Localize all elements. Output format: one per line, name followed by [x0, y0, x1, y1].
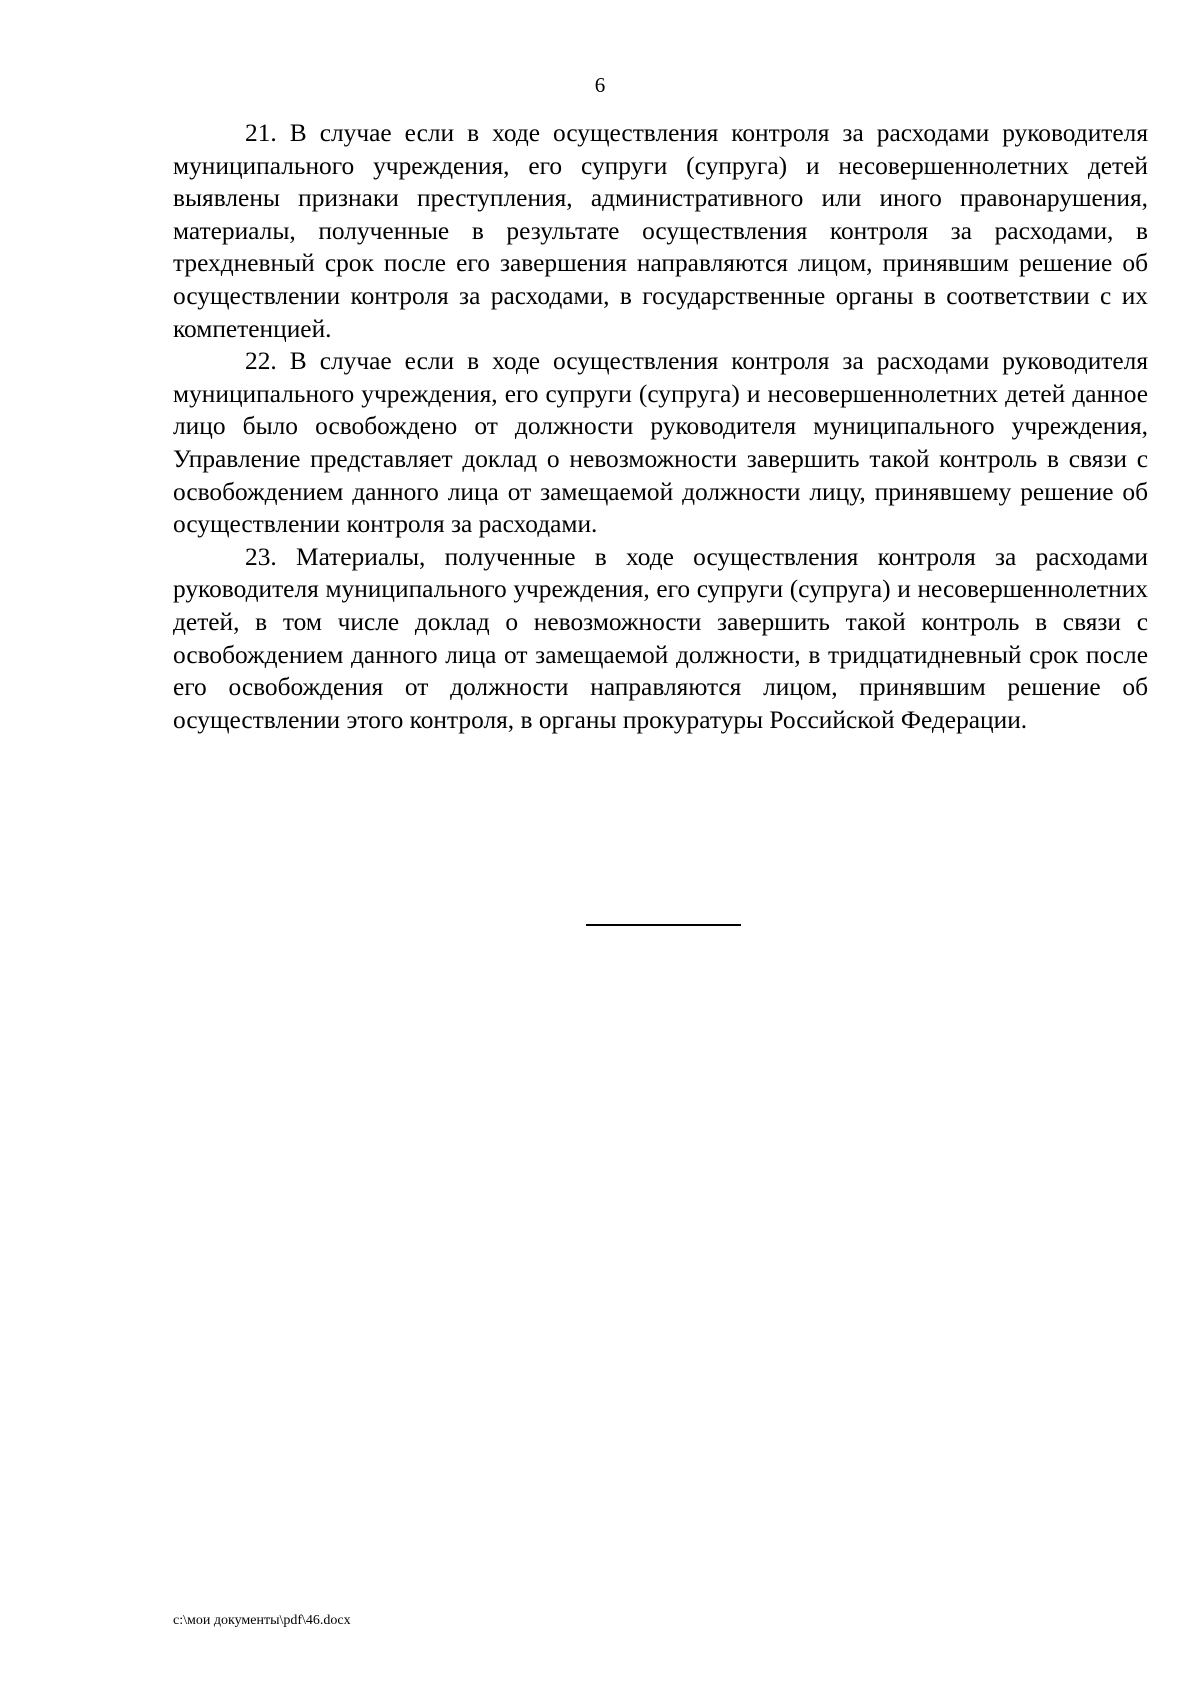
footer-file-path: c:\мои документы\pdf\46.docx — [173, 1613, 351, 1628]
paragraph-22: 22. В случае если в ходе осуществления контроля за расходами руководителя муниципального учреждения, его супруги (супруга) и несовершеннолетних детей данное лицо было освобождено от должности руководителя муниципального учреждения, Управление представляет доклад о невозможности завершить такой контроль в связи с освобождением данного лица от замещаемой должности лицу, принявшему решение об осуществлении контроля за расходами. — [173, 347, 1148, 539]
page-number: 6 — [594, 73, 606, 97]
end-separator-line — [586, 924, 741, 926]
paragraph-21: 21. В случае если в ходе осуществления контроля за расходами руководителя муниципального учреждения, его супруги (супруга) и несовершеннолетних детей выявлены признаки преступления, административного или иного правонарушения, материалы, полученные в результате осуществления контроля за расходами, в трехдневный срок после его завершения направляются лицом, принявшим решение об осуществлении контроля за расходами, в государственные органы в соответствии с их компетенцией. — [173, 119, 1148, 343]
paragraph-23: 23. Материалы, полученные в ходе осуществления контроля за расходами руководителя муниципального учреждения, его супруги (супруга) и несовершеннолетних детей, в том числе доклад о невозможности завершить такой контроль в связи с освобождением данного лица от замещаемой должности, в тридцатидневный срок после его освобождения от должности направляются лицом, принявшим решение об осуществлении этого контроля, в органы прокуратуры Российской Федерации. — [173, 542, 1148, 734]
document-body — [173, 117, 1148, 736]
